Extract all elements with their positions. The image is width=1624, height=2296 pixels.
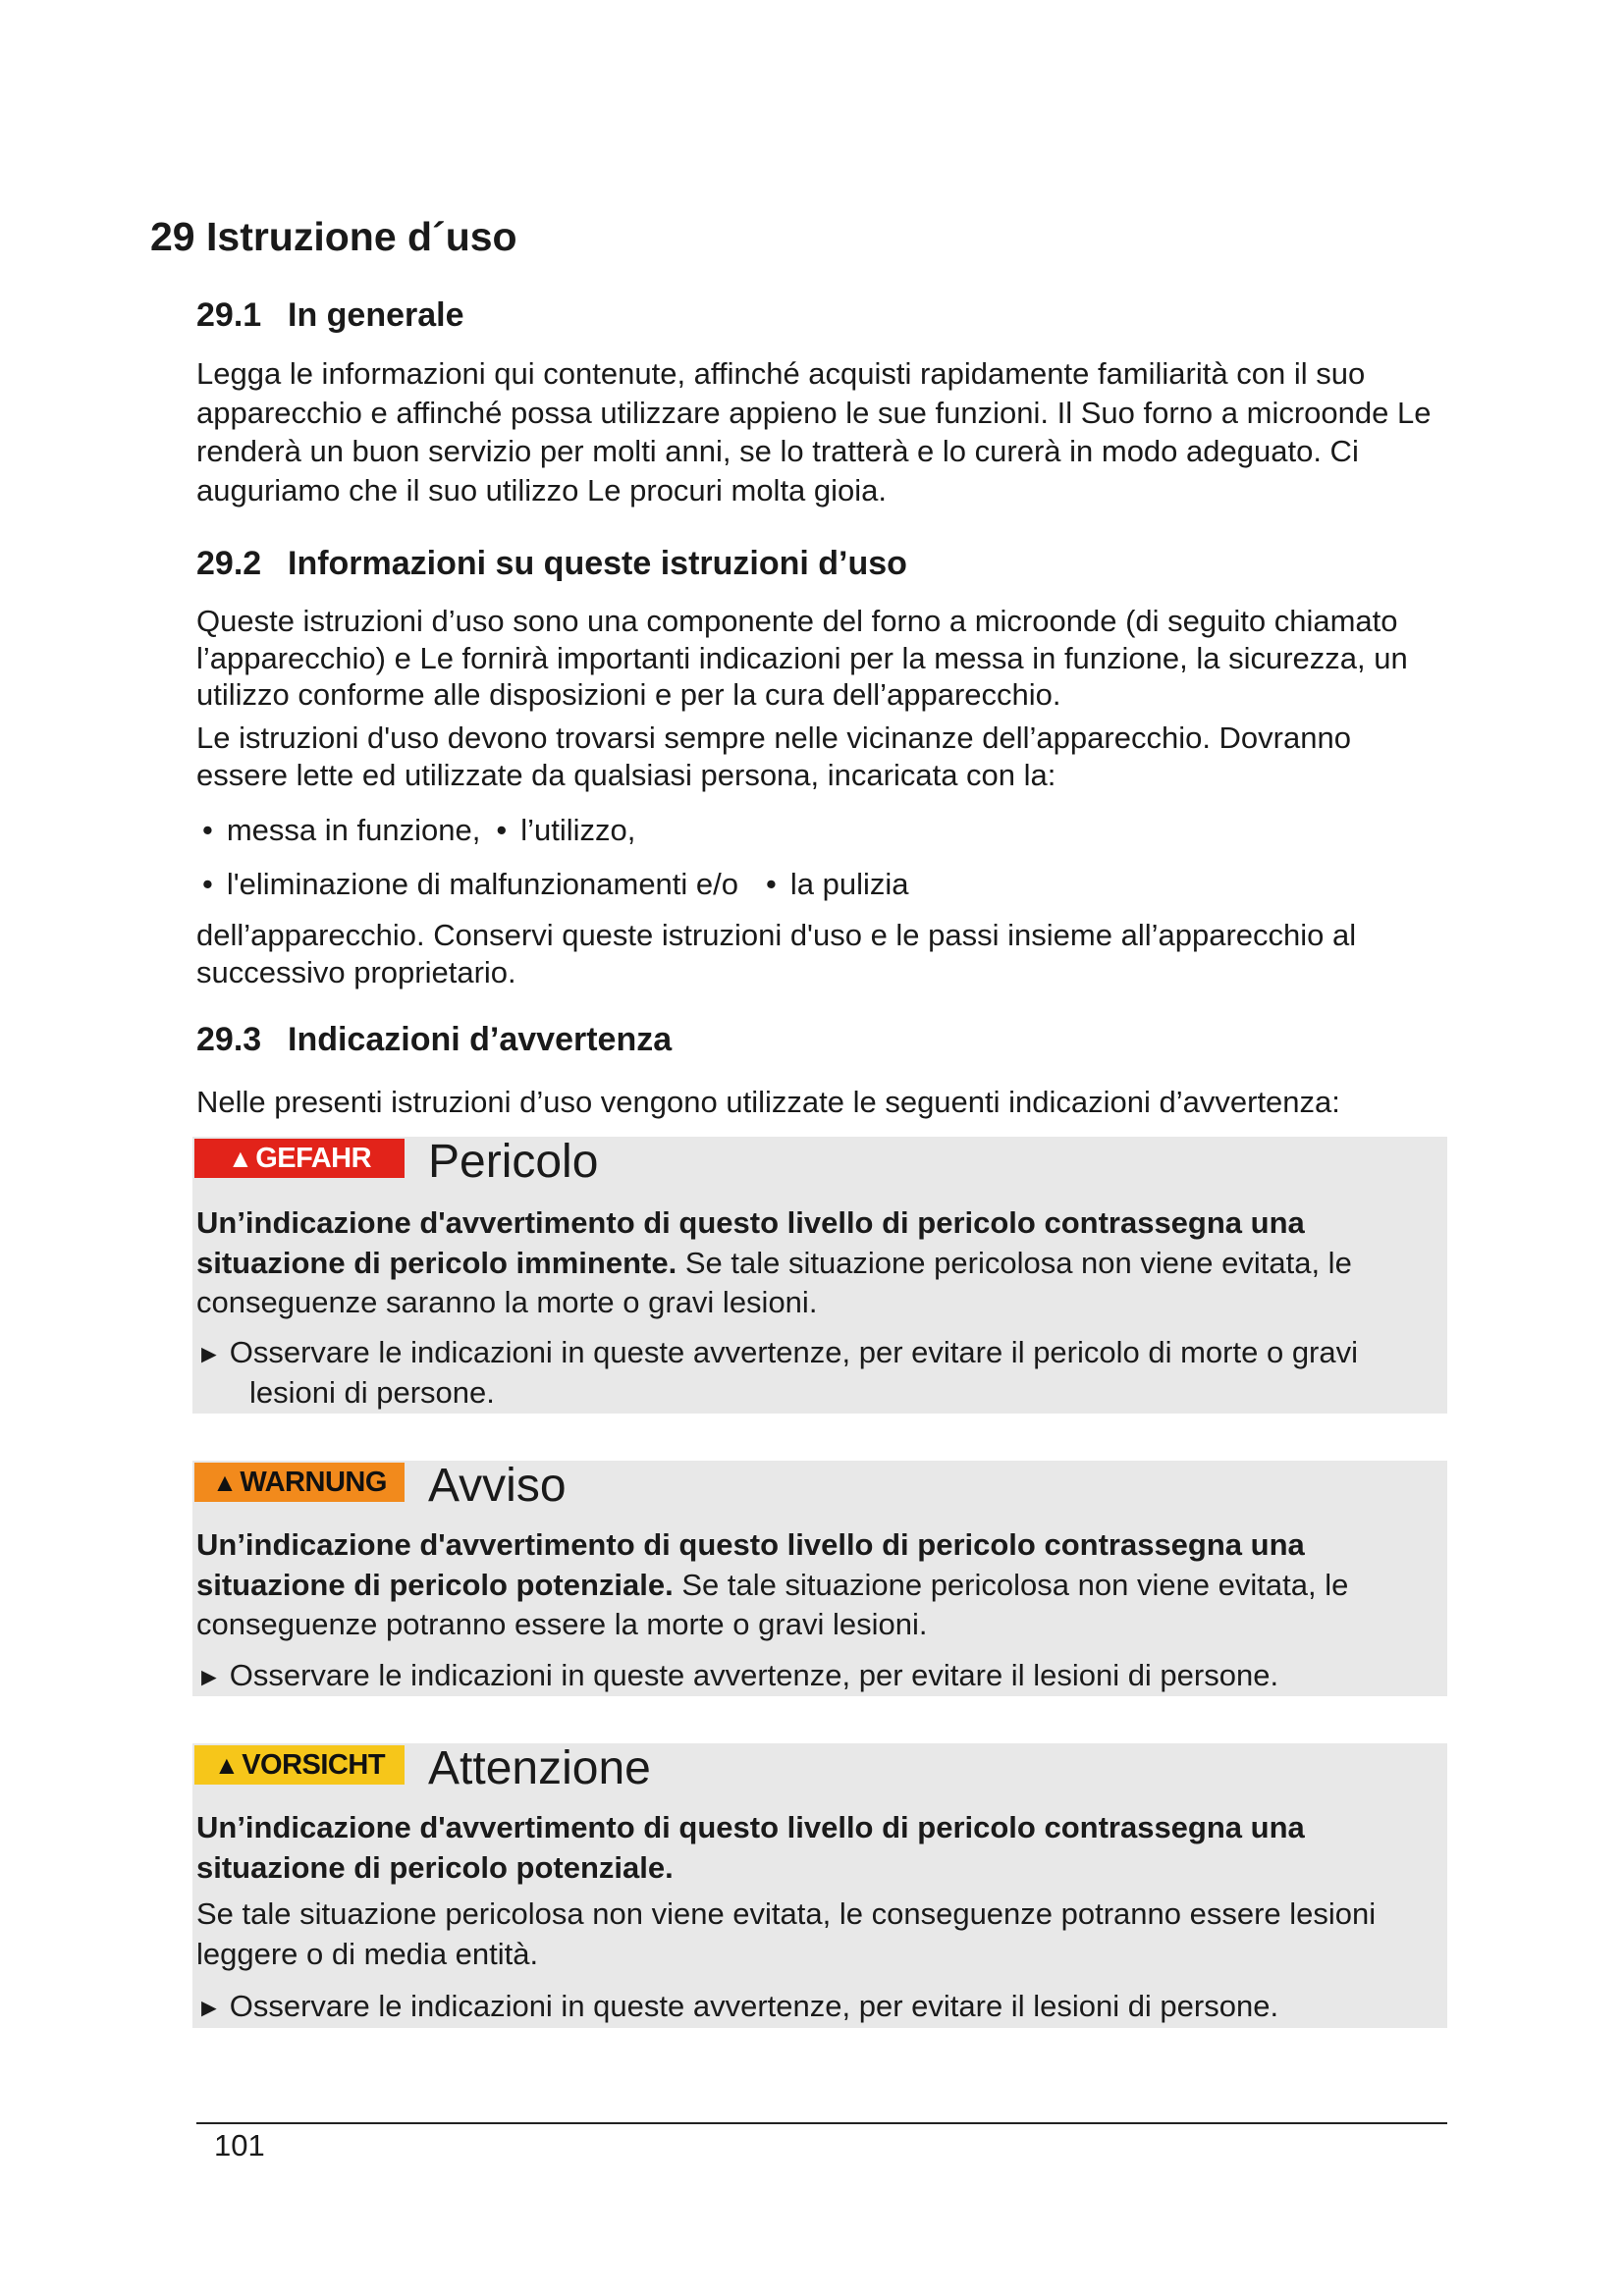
- action-arrow-icon: ►: [196, 1662, 222, 1691]
- warning-description-bold: Un’indicazione d'avvertimento di questo livello di pericolo contrassegna una situazione di pericolo potenziale.: [196, 1527, 1305, 1602]
- section-instructions-body-2: Le istruzioni d'uso devono trovarsi sempre nelle vicinanze dell’apparecchio. Dovranno essere lette ed utilizzate da qualsiasi persona, incaricata con la:: [196, 721, 1351, 792]
- warning-description-text: Se tale situazione pericolosa non viene evitata, le conseguenze potranno essere la morte o gravi lesioni.: [196, 1567, 1349, 1641]
- badge-label: GEFAHR: [255, 1142, 372, 1174]
- warning-action-text: Osservare le indicazioni in queste avvertenze, per evitare il lesioni di persone.: [229, 1658, 1279, 1692]
- action-arrow-icon: ►: [196, 1339, 222, 1368]
- badge-label: VORSICHT: [242, 1748, 386, 1781]
- danger-title: Pericolo: [428, 1136, 599, 1188]
- danger-description-bold: Un’indicazione d'avvertimento di questo livello di pericolo contrassegna una situazione di pericolo imminente.: [196, 1205, 1305, 1280]
- section-number: 29.1: [196, 296, 262, 334]
- section-title: In generale: [288, 296, 464, 334]
- bullet-icon: •: [496, 813, 508, 847]
- list-item: l’utilizzo,: [520, 813, 636, 847]
- bullet-icon: •: [766, 867, 777, 901]
- section-instructions-body-1: Queste istruzioni d’uso sono una componente del forno a microonde (di seguito chiamato l’apparecchio) e Le fornirà importanti indicazioni per la messa in funzione, la sicurezza, un utilizzo conforme alle disposizioni e per la cura dell’apparecchio.: [196, 604, 1408, 712]
- caution-warning-box: [192, 1743, 1447, 2028]
- section-heading-general: [196, 296, 464, 335]
- footer-divider: [196, 2122, 1447, 2124]
- warning-action: [196, 1656, 1424, 1696]
- section-heading-instructions-info: [196, 545, 907, 583]
- section-general-body: Legga le informazioni qui contenute, affinché acquisti rapidamente familiarità con il suo apparecchio e affinché possa utilizzare appieno le sue funzioni. Il Suo forno a microonde Le renderà un buon servizio per molti anni, se lo tratterà e lo curerà in modo adeguato. Ci auguriamo che il suo utilizzo Le procuri molta gioia.: [196, 356, 1432, 507]
- caution-description-text: Se tale situazione pericolosa non viene evitata, le conseguenze potranno essere lesioni leggere o di media entità.: [196, 1896, 1377, 1971]
- bullet-row-1: [202, 813, 635, 848]
- section-warnings-intro: Nelle presenti istruzioni d’uso vengono utilizzate le seguenti indicazioni d’avvertenza:: [196, 1085, 1340, 1119]
- warning-triangle-icon: ▲: [212, 1467, 238, 1497]
- list-item: la pulizia: [789, 867, 909, 901]
- section-title: Informazioni su queste istruzioni d’uso: [288, 545, 907, 582]
- danger-action-line-1: Osservare le indicazioni in queste avvertenze, per evitare il pericolo di morte o gravi: [229, 1335, 1359, 1369]
- bullet-row-2: [202, 867, 909, 902]
- bullet-icon: •: [202, 813, 213, 847]
- danger-warning-box: [192, 1137, 1447, 1414]
- caution-action: [196, 1987, 1424, 2027]
- section-title: Indicazioni d’avvertenza: [288, 1021, 673, 1058]
- chapter-title: 29 Istruzione d´uso: [150, 214, 517, 259]
- page-number: 101: [214, 2128, 265, 2163]
- caution-description-bold: Un’indicazione d'avvertimento di questo livello di pericolo contrassegna una situazione di pericolo potenziale.: [196, 1810, 1305, 1885]
- action-arrow-icon: ►: [196, 1993, 222, 2022]
- warning-box: [192, 1461, 1447, 1696]
- warning-title: Avviso: [428, 1460, 567, 1512]
- badge-label: WARNUNG: [240, 1466, 387, 1498]
- danger-action: [196, 1333, 1424, 1412]
- danger-action-line-2: lesioni di persone.: [249, 1375, 495, 1410]
- section-instructions-body-3: dell’apparecchio. Conservi queste istruzioni d'uso e le passi insieme all’apparecchio al successivo proprietario.: [196, 918, 1357, 989]
- bullet-icon: •: [202, 867, 213, 901]
- caution-title: Attenzione: [428, 1742, 651, 1794]
- section-heading-warnings: [196, 1021, 672, 1059]
- section-number: 29.3: [196, 1021, 262, 1058]
- list-item: l'eliminazione di malfunzionamenti e/o: [226, 867, 739, 901]
- caution-badge: [194, 1745, 405, 1785]
- caution-action-text: Osservare le indicazioni in queste avvertenze, per evitare il lesioni di persone.: [229, 1989, 1279, 2023]
- danger-description-text: Se tale situazione pericolosa non viene evitata, le conseguenze saranno la morte o gravi lesioni.: [196, 1245, 1352, 1319]
- warning-badge: [194, 1463, 405, 1502]
- list-item: messa in funzione,: [226, 813, 481, 847]
- warning-triangle-icon: ▲: [227, 1143, 253, 1173]
- warning-triangle-icon: ▲: [213, 1749, 240, 1780]
- warning-description: [196, 1525, 1414, 1645]
- danger-badge: [194, 1139, 405, 1178]
- section-number: 29.2: [196, 545, 262, 582]
- danger-description: [196, 1203, 1414, 1323]
